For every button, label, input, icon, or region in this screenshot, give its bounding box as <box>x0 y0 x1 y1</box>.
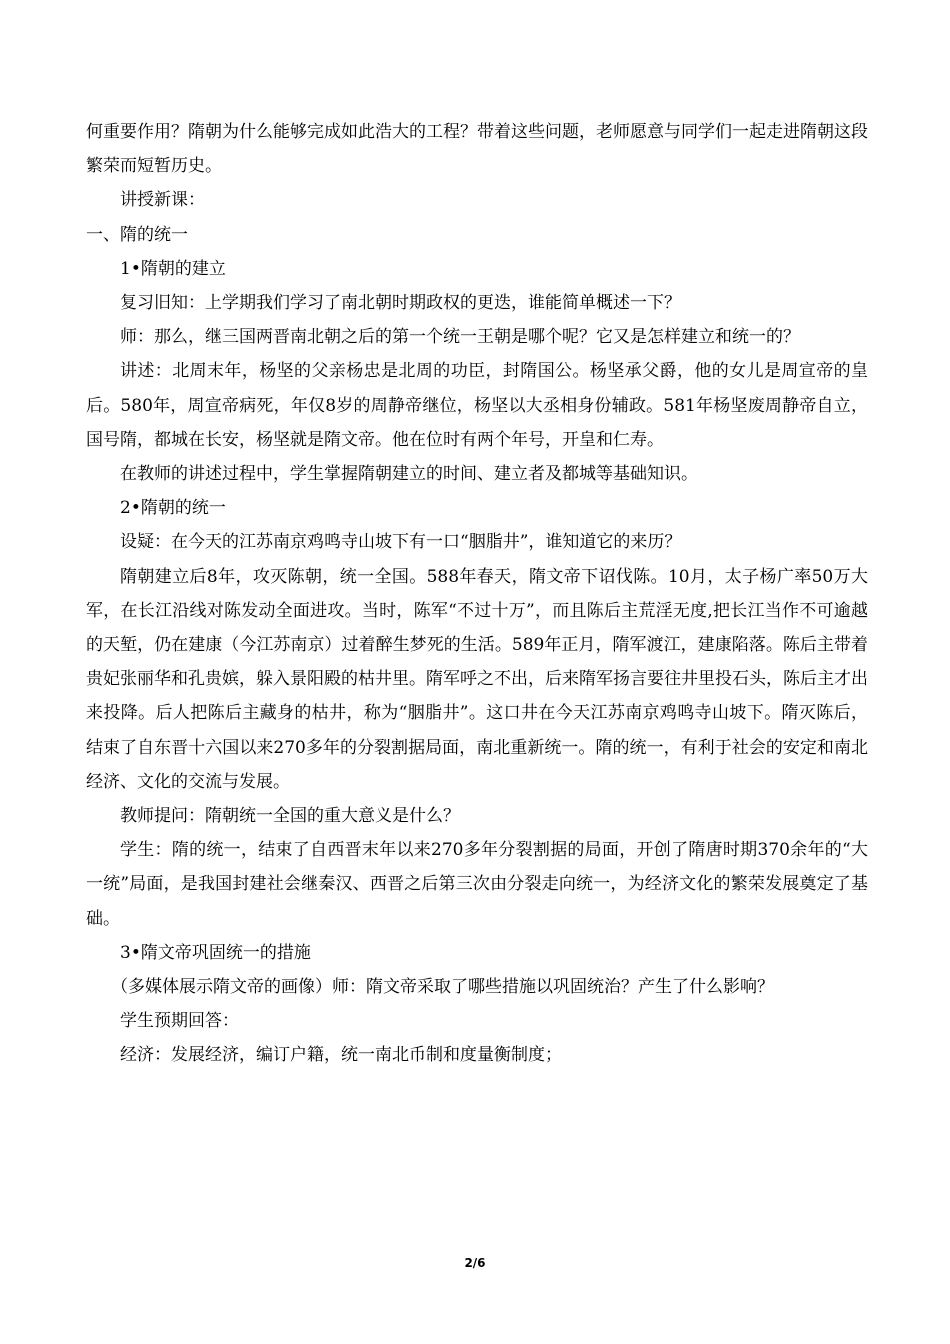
paragraph: 学生：隋的统一，结束了自西晋末年以来270多年分裂割据的局面，开创了隋唐时期370余年的“大一统”局面，是我国封建社会继秦汉、西晋之后第三次由分裂走向统一，为经济文化的繁荣发展奠定了基础。 <box>86 840 868 929</box>
paragraph: 学生预期回答： <box>120 1011 239 1032</box>
paragraph: （多媒体展示隋文帝的画像）师：隋文帝采取了哪些措施以巩固统治？产生了什么影响？ <box>111 977 774 998</box>
paragraph: 教师提问：隋朝统一全国的重大意义是什么？ <box>120 806 460 827</box>
page-number: 2/6 <box>464 1256 486 1270</box>
paragraph: 隋朝建立后8年，攻灭陈朝，统一全国。588年春天，隋文帝下诏伐陈。10月，太子杨广率50万大军，在长江沿线对陈发动全面进攻。当时，陈军“不过十万”，而且陈后主荒淫无度,把长江当作不可逾越的天堑，仍在建康（今江苏南京）过着醉生梦死的生活。589年正月，隋军渡江，建康陷落。陈后主带着贵妃张丽华和孔贵嫔，躲入景阳殿的枯井里。隋军呼之不出，后来隋军扬言要往井里投石头，陈后主才出来投降。后人把陈后主藏身的枯井，称为“胭脂井”。这口井在今天江苏南京鸡鸣寺山坡下。隋灭陈后，结束了自东晋十六国以来270多年的分裂割据局面，南北重新统一。隋的统一，有利于社会的安定和南北经济、文化的交流与发展。 <box>86 566 868 792</box>
paragraph: 师：那么，继三国两晋南北朝之后的第一个统一王朝是哪个呢？它又是怎样建立和统一的？ <box>120 327 800 348</box>
subsection-heading: 1•隋朝的建立 <box>120 258 226 279</box>
paragraph: 复习旧知：上学期我们学习了南北朝时期政权的更迭，谁能简单概述一下？ <box>120 293 681 314</box>
paragraph: 在教师的讲述过程中，学生掌握隋朝建立的时间、建立者及都城等基础知识。 <box>120 464 698 485</box>
paragraph: 何重要作用？隋朝为什么能够完成如此浩大的工程？带着这些问题，老师愿意与同学们一起走进隋朝这段繁荣而短暂历史。 <box>86 122 868 177</box>
paragraph: 经济：发展经济，编订户籍，统一南北币制和度量衡制度； <box>120 1045 562 1066</box>
paragraph: 讲授新课： <box>120 190 205 211</box>
paragraph: 讲述：北周末年，杨坚的父亲杨忠是北周的功臣，封隋国公。杨坚承父爵，他的女儿是周宣帝的皇后。580年，周宣帝病死，年仅8岁的周静帝继位，杨坚以大丞相身份辅政。581年杨坚废周静帝自立，国号隋，都城在长安，杨坚就是隋文帝。他在位时有两个年号，开皇和仁寿。 <box>86 361 868 450</box>
paragraph: 设疑：在今天的江苏南京鸡鸣寺山坡下有一口“胭脂井”，谁知道它的来历？ <box>120 532 682 553</box>
document-body <box>86 115 868 1073</box>
section-heading: 一、隋的统一 <box>86 224 188 245</box>
subsection-heading: 3•隋文帝巩固统一的措施 <box>120 942 311 963</box>
subsection-heading: 2•隋朝的统一 <box>120 498 226 519</box>
